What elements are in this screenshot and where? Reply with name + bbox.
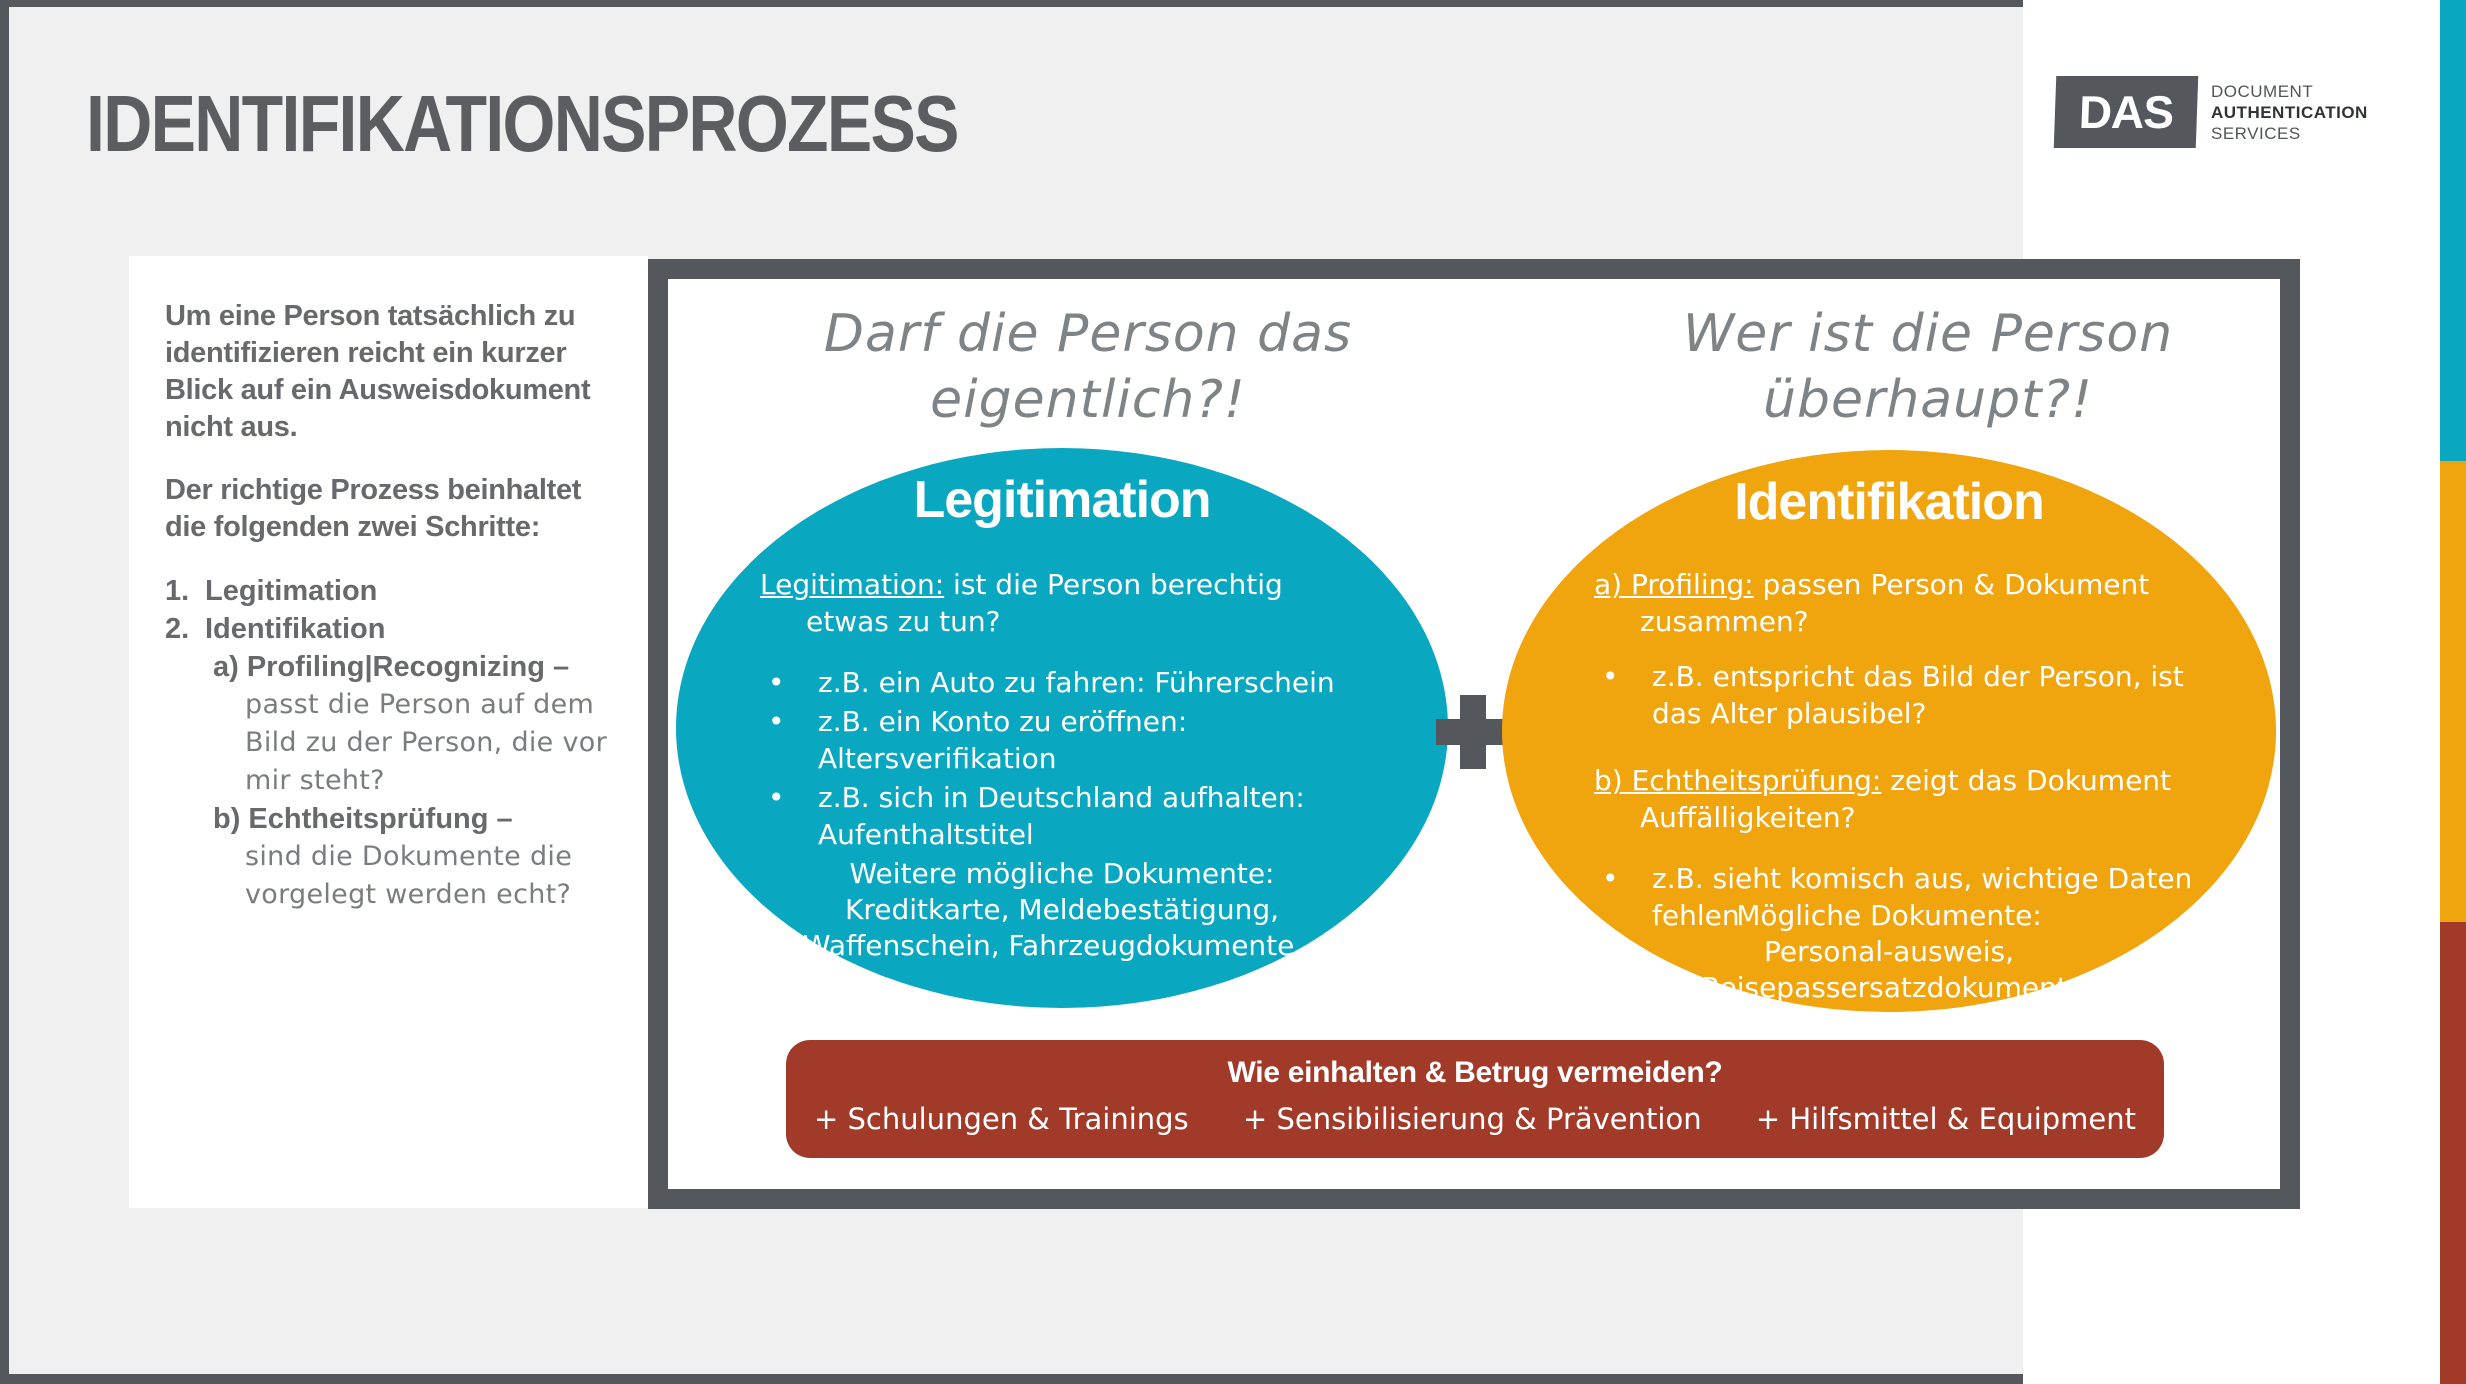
das-logo-box: DAS (2054, 76, 2199, 148)
identifikation-heading: Identifikation (1734, 473, 2044, 531)
substep-description: passt die Person auf dem Bild zu der Person, die vor mir steht? (245, 689, 607, 796)
plus-icon (1436, 695, 1510, 769)
step-item-identifikation (165, 610, 614, 648)
summary-items (786, 1090, 2164, 1136)
step-number: 1. (165, 575, 190, 607)
page-title: IDENTIFIKATIONSPROZESS (86, 79, 958, 168)
question-left-line2: eigentlich?! (930, 370, 1246, 430)
legitimation-lead-label: Legitimation: (760, 568, 945, 601)
bullet-item: • z.B. entspricht das Bild der Person, ist das Alter plausibel? (1594, 658, 2226, 732)
process-paragraph: Der richtige Prozess beinhaltet die folgenden zwei Schritte: (165, 474, 582, 543)
question-right-line1: Wer ist die Person (1682, 304, 2174, 364)
das-logo-text (2211, 81, 2368, 144)
legitimation-heading: Legitimation (913, 471, 1211, 529)
bullet-item: • z.B. sich in Deutschland aufhalten: Aufenthaltstitel (760, 779, 1398, 853)
identifikation-footer: Mögliche Dokumente: Personal-ausweis, Reisepassersatzdokument, Geburtsurkunde... (1701, 899, 2077, 1040)
substep-echtheitspruefung (213, 800, 614, 914)
substep-profiling (213, 648, 614, 800)
identifikation-ellipse (1502, 450, 2276, 1040)
logo-line-document: DOCUMENT (2211, 81, 2314, 101)
question-left (798, 301, 1378, 433)
question-right-line2: überhaupt?! (1763, 370, 2093, 430)
step-label: Identifikation (205, 613, 386, 645)
main-panel (648, 259, 2300, 1209)
legitimation-lead-rest: ist die Person berechtig etwas zu tun? (806, 568, 1283, 638)
step-label: Legitimation (205, 575, 378, 607)
step-item-legitimation (165, 572, 614, 610)
summary-title: Wie einhalten & Betrug vermeiden? (1227, 1056, 1723, 1089)
step-number: 2. (165, 613, 190, 645)
substep-description: sind die Dokumente die vorgelegt werden echt? (245, 841, 573, 910)
identifikation-b-rest: zeigt das Dokument Auffälligkeiten? (1640, 764, 2172, 834)
legitimation-lead (760, 566, 1366, 640)
plus-icon-vertical-bar (1460, 695, 1486, 769)
identifikation-b-label: b) Echtheitsprüfung: (1594, 764, 1882, 797)
bullet-item: • z.B. sieht komisch aus, wichtige Daten fehlen (1594, 860, 2226, 934)
identifikation-a-bullets (1594, 658, 2226, 732)
legitimation-footer: Weitere mögliche Dokumente: Kreditkarte, Meldebestätigung, Waffenschein, Fahrzeugdokumente... (802, 857, 1322, 962)
das-logo (2055, 76, 2368, 148)
summary-bar (786, 1040, 2164, 1158)
identifikation-a-label: a) Profiling: (1594, 568, 1754, 601)
question-right (1618, 301, 2238, 433)
edge-stripe-orange (2440, 461, 2466, 922)
substep-label: b) Echtheitsprüfung – (213, 803, 513, 835)
bullet-item: • z.B. ein Konto zu eröffnen: Altersverifikation (760, 703, 1398, 777)
sidebar-card (129, 256, 648, 1208)
logo-line-authentication: AUTHENTICATION (2211, 102, 2368, 122)
question-left-line1: Darf die Person das (823, 304, 1353, 364)
edge-stripe-teal (2440, 0, 2466, 461)
identifikation-a-rest: passen Person & Dokument zusammen? (1640, 568, 2150, 638)
identifikation-echtheit-lead (1594, 762, 2200, 836)
legitimation-ellipse (676, 448, 1448, 1008)
summary-item-sensibilisierung: + Sensibilisierung & Prävention (1242, 1102, 1702, 1136)
logo-line-services: SERVICES (2211, 123, 2301, 143)
bullet-item: • z.B. ein Auto zu fahren: Führerschein (760, 664, 1398, 701)
legitimation-bullets (760, 664, 1398, 853)
identifikation-profiling-lead (1594, 566, 2200, 640)
intro-paragraph: Um eine Person tatsächlich zu identifizieren reicht ein kurzer Blick auf ein Ausweisdokument nicht aus. (165, 300, 591, 443)
edge-stripe-red (2440, 922, 2466, 1384)
summary-item-schulungen: + Schulungen & Trainings (814, 1102, 1189, 1136)
legitimation-body (760, 566, 1398, 883)
substep-label: a) Profiling|Recognizing – (213, 651, 570, 683)
summary-item-hilfsmittel: + Hilfsmittel & Equipment (1755, 1102, 2136, 1136)
